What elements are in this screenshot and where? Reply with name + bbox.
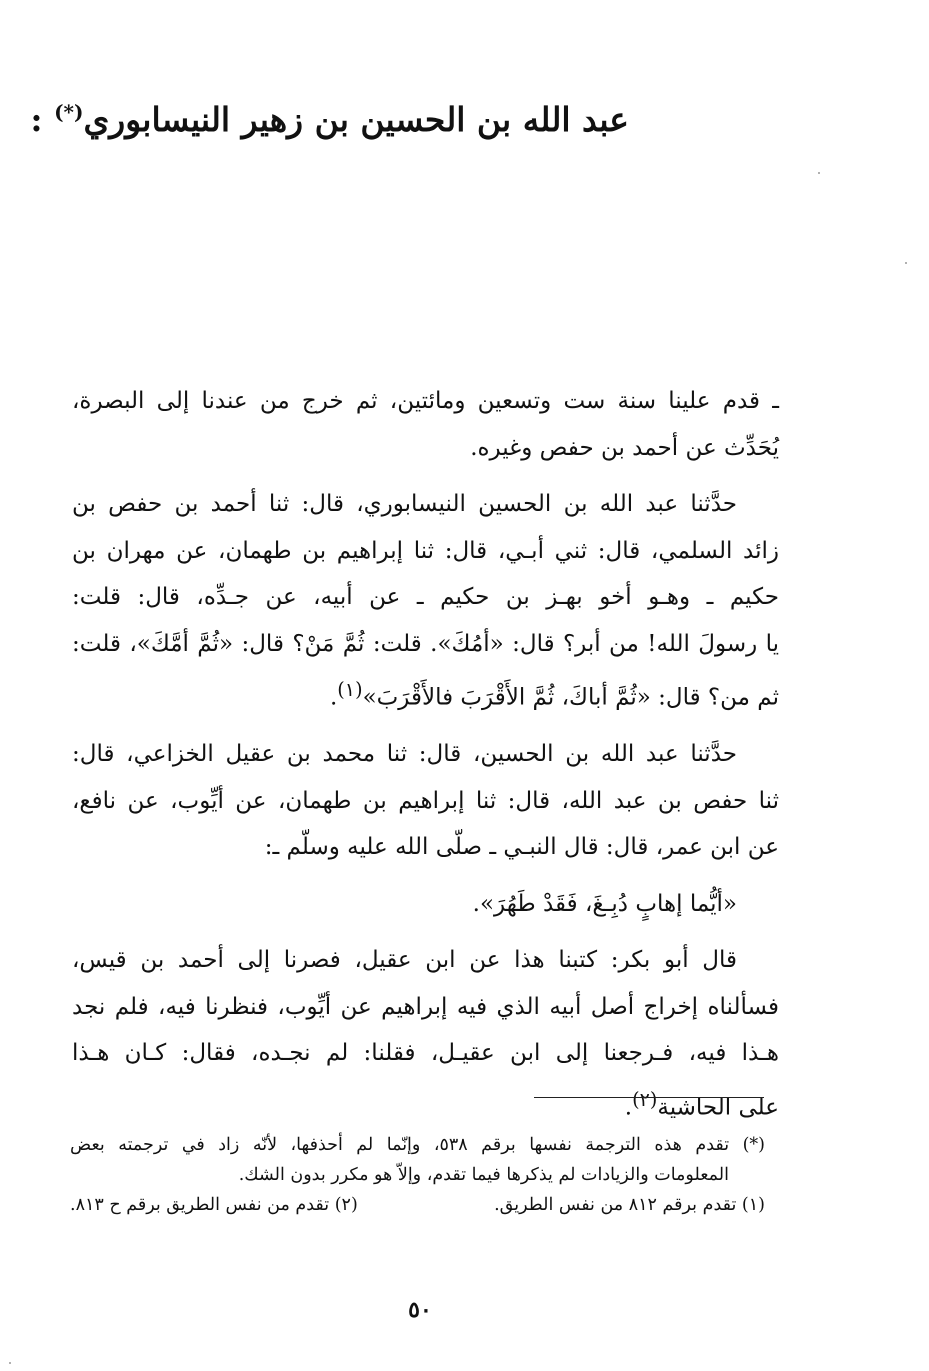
paragraph-intro — [72, 378, 779, 471]
text-line: يُحَدِّث عن أحمد بن حفص وغيره. — [470, 434, 779, 461]
page-number: ٥٠ — [408, 1297, 432, 1323]
text-line: ثنا حفص بن عبد الله، قال: ثنا إبراهيم بن طهمان، عن أيِّوب، عن نافع، — [72, 787, 779, 814]
main-text — [72, 378, 779, 1141]
footnote-star-line: المعلومات والزيادات لم يذكرها فيما تقدم، وإلاّ هو مكرر بدون الشك. — [238, 1165, 729, 1185]
text-line: زائد السلمي، قال: ثني أبـي، قال: ثنا إبراهيم بن طهمان، عن مهران بن — [72, 537, 779, 564]
scan-speck — [9, 1362, 11, 1364]
text-fragment: . — [624, 1094, 633, 1121]
scan-speck — [818, 172, 820, 174]
paragraph-hadith-1 — [72, 481, 779, 721]
paragraph-hadith-2 — [72, 731, 779, 871]
entry-heading — [30, 100, 629, 139]
text-line: حدَّثنا عبد الله بن الحسين، قال: ثنا محمد بن عقيل الخزاعي، قال: — [72, 741, 737, 768]
text-line: يا رسولَ الله! من أبر؟ قال: «أمُكَ». قلت: ثُمَّ مَنْ؟ قال: «ثُمَّ أمَّكَ»، قلت: — [72, 630, 779, 657]
footnote-star-line: (*) تقدم هذه الترجمة نفسها برقم ٥٣٨، وإنّما لم أحذفها، لأنّه زاد في ترجمته بعض — [70, 1135, 765, 1155]
text-line: «أيُّما إهابٍ دُبِـغَ، فَقَدْ طَهُرَ». — [472, 890, 737, 917]
paragraph-hadith-quote — [72, 881, 779, 928]
text-line: ـ قدم علينا سنة ست وتسعين ومائتين، ثم خرج من عندنا إلى البصرة، — [72, 388, 779, 414]
text-line: قال أبو بكر: كتبنا هذا عن ابن عقيل، فصرنا إلى أحمد بن قيس، — [72, 947, 737, 974]
text-fragment: ثم من؟ قال: «ثُمَّ أباكَ، ثُمَّ الأَقْرَبَ فالأَقْرَبَ» — [362, 684, 779, 711]
text-line — [72, 1077, 779, 1131]
text-line: فسألناه إخراج أصل أبيه الذي فيه إبراهيم عن أيِّوب، فنظرنا فيه، فلم نجد — [72, 993, 779, 1020]
footnote-divider — [534, 1097, 764, 1098]
text-line: حكيم ـ وهـو أخو بهـز بن حكيم ـ عن أبيه، عن جـدِّه، قال: قلت: — [72, 584, 779, 610]
heading-colon: : — [30, 100, 43, 139]
footnote-ref-1: (١) — [337, 678, 363, 701]
heading-title: عبد الله بن الحسين بن زهير النيسابوري — [83, 100, 629, 139]
footnote-1: (١) تقدم برقم ٨١٢ من نفس الطريق. — [494, 1195, 765, 1215]
footnote-ref-2: (٢) — [632, 1087, 658, 1111]
footnote-row — [70, 1190, 765, 1220]
text-line: حدَّثنا عبد الله بن الحسين النيسابوري، قال: ثنا أحمد بن حفص بن — [72, 491, 737, 517]
text-line: عن ابن عمر، قال: قال النبـي ـ صلّى الله عليه وسلّم ـ: — [264, 834, 779, 861]
text-fragment: . — [329, 684, 338, 711]
scan-speck — [905, 262, 907, 264]
paragraph-commentary — [72, 937, 779, 1131]
text-fragment: على الحاشية — [657, 1094, 779, 1121]
text-line — [72, 667, 779, 721]
text-line: هـذا فيه، فـرجعنا إلى ابن عقيـل، فقلنا: لم نجـده، فقال: كـان هـذا — [72, 1040, 779, 1067]
heading-footnote-marker: (*) — [54, 100, 84, 124]
footnotes — [70, 1130, 765, 1220]
footnote-2: (٢) تقدم من نفس الطريق برقم ح ٨١٣. — [70, 1195, 358, 1215]
